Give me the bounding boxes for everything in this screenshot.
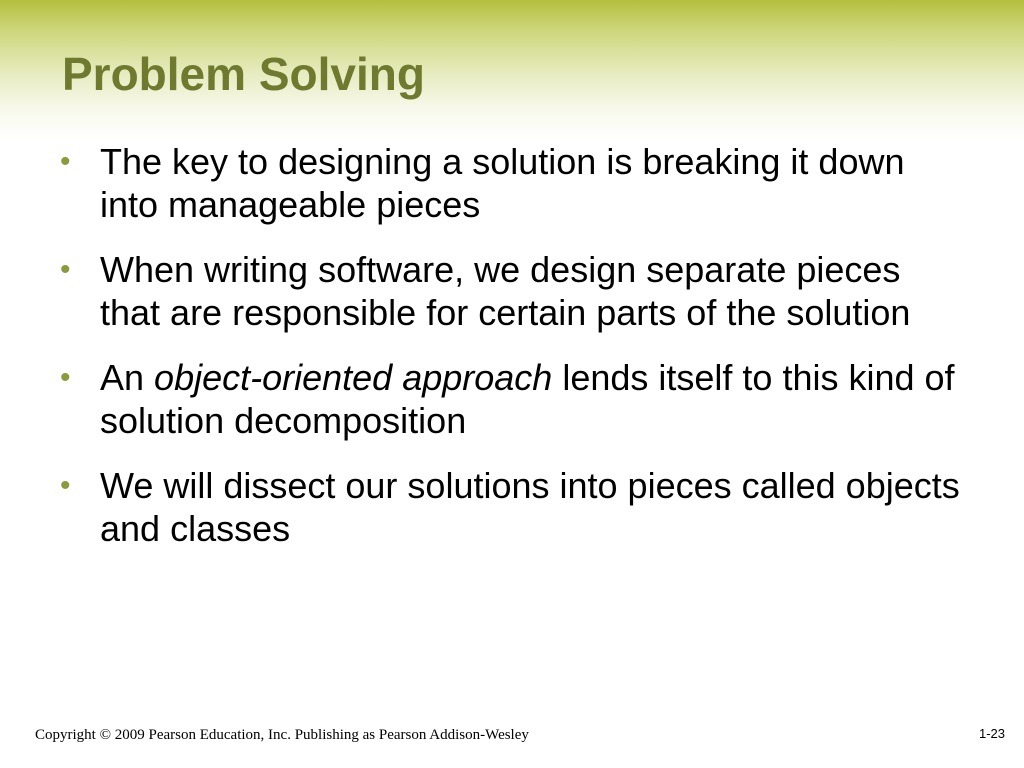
bullet-list xyxy=(60,140,960,572)
bullet-text: We will dissect our solutions into pieces called objects and classes xyxy=(100,465,960,549)
bullet-item xyxy=(60,464,960,550)
bullet-text: When writing software, we design separate pieces that are responsible for certain parts of the solution xyxy=(100,249,911,333)
bullet-icon: • xyxy=(60,145,71,178)
slide-number: 1-23 xyxy=(978,726,1005,741)
bullet-item xyxy=(60,140,960,226)
bullet-item xyxy=(60,248,960,334)
bullet-emphasis: object-oriented approach xyxy=(154,357,553,398)
bullet-item xyxy=(60,356,960,442)
bullet-text-suffix: lends itself to this kind of solution decomposition xyxy=(100,357,955,441)
bullet-text: The key to designing a solution is breaking it down into manageable pieces xyxy=(100,141,905,225)
copyright-footer: Copyright © 2009 Pearson Education, Inc. Publishing as Pearson Addison-Wesley xyxy=(35,727,529,743)
bullet-text-prefix: An xyxy=(100,357,155,398)
bullet-icon: • xyxy=(60,469,71,502)
bullet-icon: • xyxy=(60,361,71,394)
slide-title: Problem Solving xyxy=(62,48,425,100)
bullet-icon: • xyxy=(60,253,71,286)
